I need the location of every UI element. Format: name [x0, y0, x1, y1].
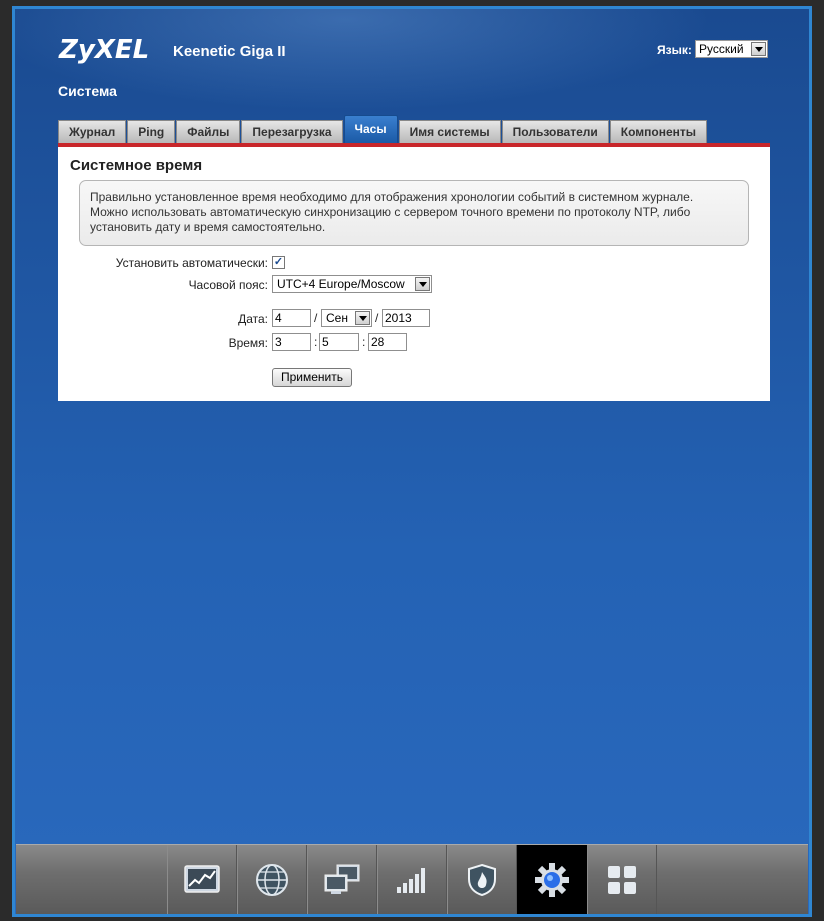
- tab-bar: [58, 119, 708, 143]
- date-label: Дата:: [238, 312, 268, 326]
- timezone-value: UTC+4 Europe/Moscow: [277, 277, 405, 291]
- page-title: Система: [58, 83, 117, 99]
- language-label: Язык:: [657, 43, 692, 57]
- tab-components[interactable]: Компоненты: [610, 120, 707, 143]
- model-name: Keenetic Giga II: [173, 43, 286, 60]
- dock-system[interactable]: [517, 845, 587, 915]
- tab-users[interactable]: Пользователи: [502, 120, 609, 143]
- content-panel: [58, 147, 770, 401]
- info-line: Правильно установленное время необходимо для отображения хронологии событий в системном журнале.: [90, 190, 694, 204]
- tab-journal[interactable]: Журнал: [58, 120, 126, 143]
- language-select[interactable]: [695, 40, 768, 58]
- auto-sync-checkbox[interactable]: ✓: [273, 256, 284, 268]
- router-admin-window: [12, 6, 812, 917]
- tab-reboot[interactable]: Перезагрузка: [241, 120, 342, 143]
- applications-grid-icon: [606, 864, 638, 896]
- system-gear-icon: [534, 862, 570, 898]
- chevron-down-icon[interactable]: [355, 311, 370, 325]
- timezone-label: Часовой пояс:: [188, 278, 268, 292]
- network-computers-icon: [323, 863, 361, 897]
- dock-security[interactable]: [447, 845, 517, 915]
- dock-network[interactable]: [307, 845, 377, 915]
- date-separator: /: [375, 311, 379, 325]
- date-day-input[interactable]: 4: [272, 309, 311, 327]
- timezone-select[interactable]: [272, 275, 432, 293]
- tab-ping[interactable]: Ping: [127, 120, 175, 143]
- zyxel-logo: ZyXEL: [59, 35, 150, 65]
- tab-files[interactable]: Файлы: [176, 120, 240, 143]
- time-minute-input[interactable]: 5: [319, 333, 359, 351]
- time-label: Время:: [228, 336, 268, 350]
- chart-monitor-icon: [184, 865, 220, 895]
- time-separator: :: [362, 335, 366, 349]
- date-year-input[interactable]: 2013: [382, 309, 430, 327]
- tab-system-name[interactable]: Имя системы: [399, 120, 501, 143]
- dock-apps[interactable]: [587, 845, 657, 915]
- panel-title: Системное время: [70, 157, 203, 174]
- auto-sync-label: Установить автоматически:: [115, 256, 268, 270]
- chevron-down-icon[interactable]: [415, 277, 430, 291]
- time-second-input[interactable]: 28: [368, 333, 407, 351]
- time-separator: :: [314, 335, 318, 349]
- date-month-value: Сен: [326, 311, 348, 325]
- security-shield-icon: [467, 863, 497, 897]
- info-line: Можно использовать автоматическую синхронизацию с сервером точного времени по протоколу NTP, либо: [90, 205, 691, 219]
- date-separator: /: [314, 311, 318, 325]
- dock-wifi[interactable]: [377, 845, 447, 915]
- globe-internet-icon: [255, 863, 289, 897]
- language-value: Русский: [699, 42, 744, 56]
- wifi-signal-icon: [395, 865, 429, 895]
- chevron-down-icon[interactable]: [751, 42, 766, 56]
- time-hour-input[interactable]: 3: [272, 333, 311, 351]
- date-month-select[interactable]: [321, 309, 372, 327]
- apply-button[interactable]: Применить: [272, 368, 352, 387]
- info-line: установить дату и время самостоятельно.: [90, 220, 326, 234]
- info-box: [79, 180, 749, 246]
- dock-monitor[interactable]: [167, 845, 237, 915]
- tab-clock[interactable]: Часы: [344, 115, 398, 143]
- bottom-dock: [16, 844, 808, 914]
- dock-internet[interactable]: [237, 845, 307, 915]
